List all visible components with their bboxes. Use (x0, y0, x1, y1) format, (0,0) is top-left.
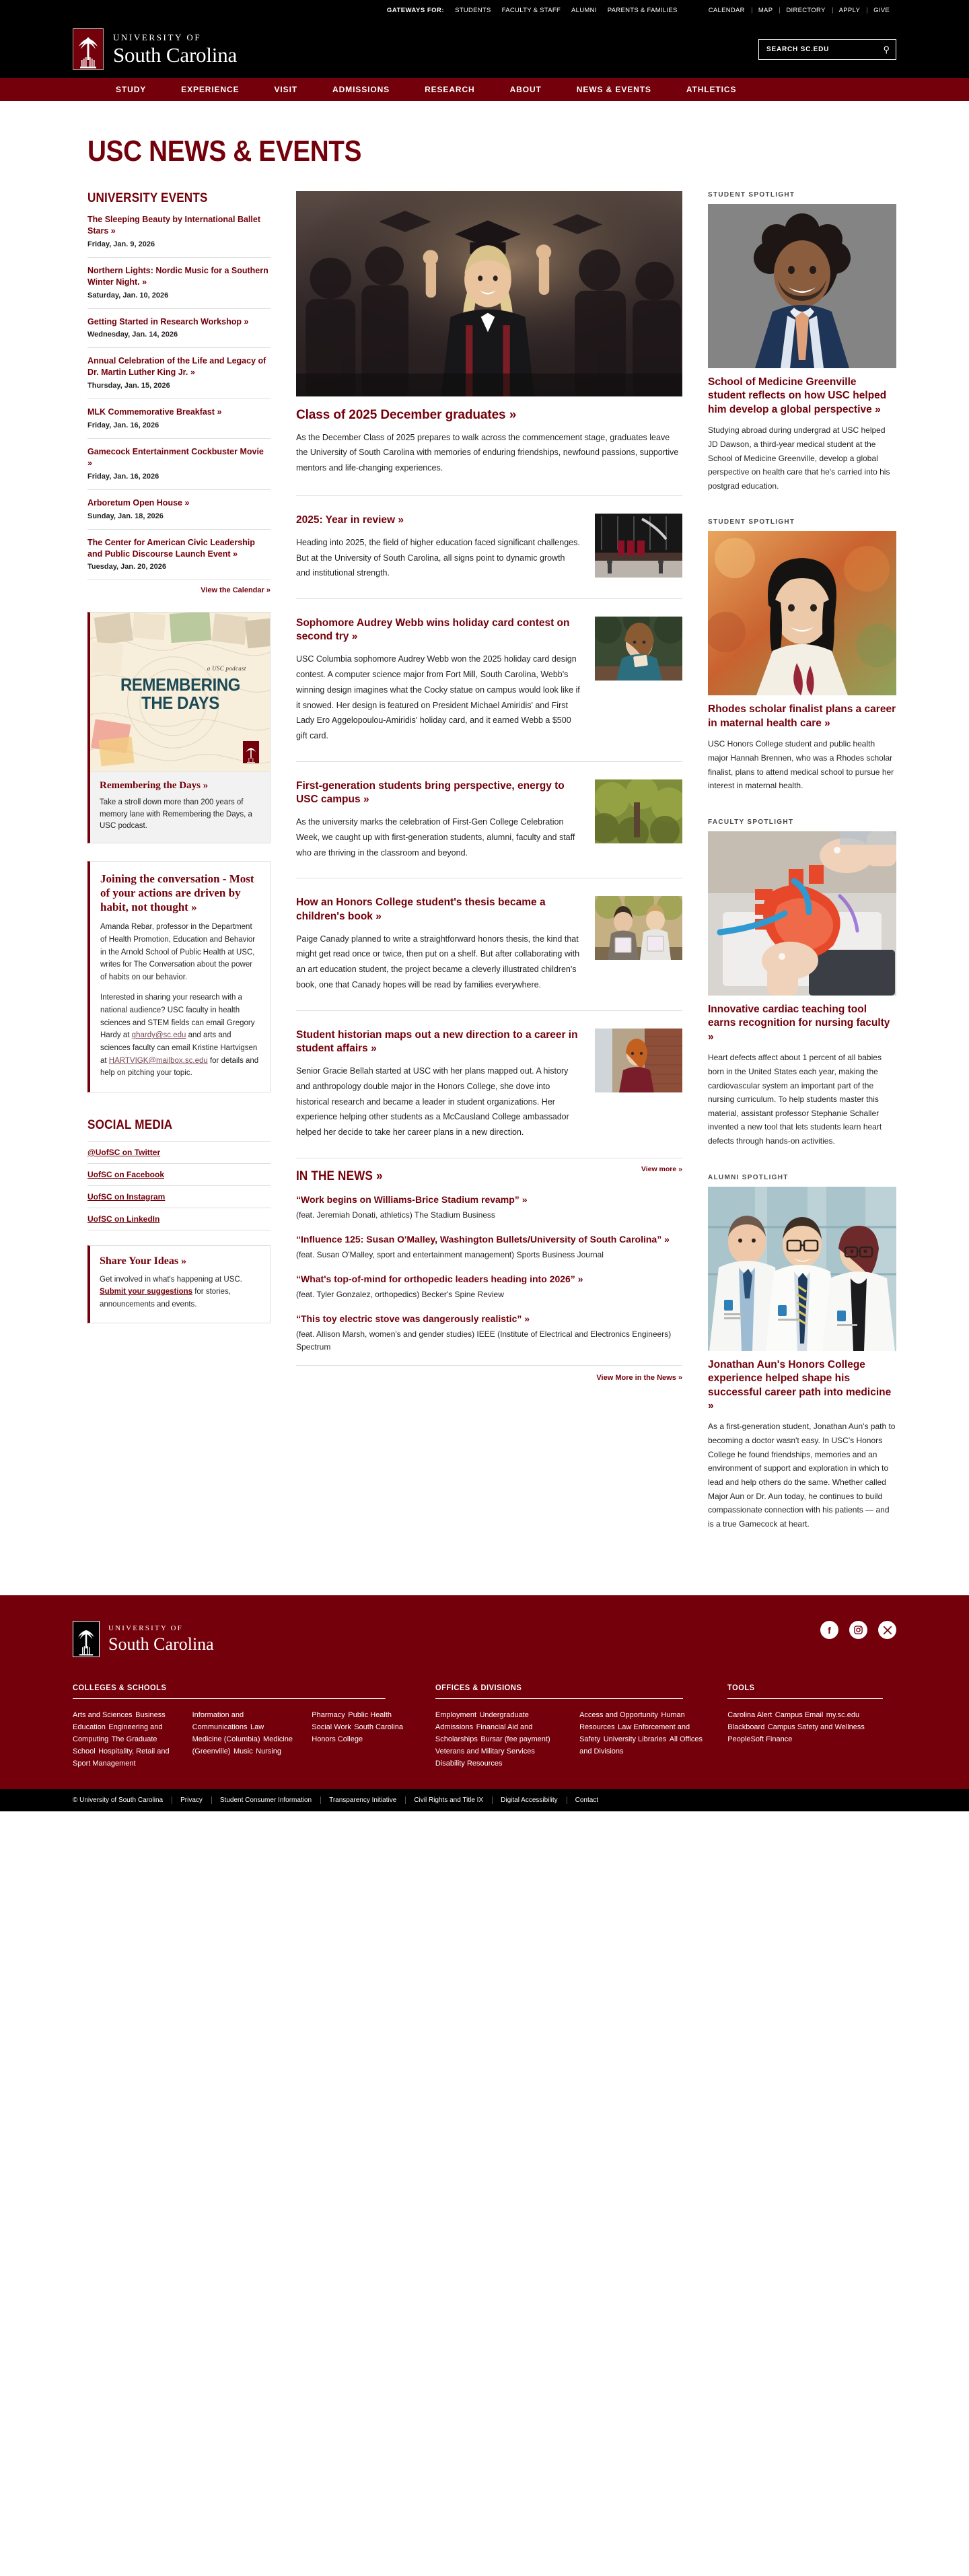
story-title: Student historian maps out a new direction to a career in student affairs (296, 1029, 578, 1054)
social-link-twitter-label[interactable]: @UofSC on Twitter (87, 1147, 161, 1157)
podcast-card[interactable] (87, 612, 271, 843)
nav-item-experience[interactable]: EXPERIENCE (181, 85, 240, 94)
content-grid (73, 191, 896, 1556)
news-item (296, 1273, 682, 1301)
event-item[interactable] (87, 214, 271, 258)
footer-legal-link-transparency[interactable]: Transparency Initiative (320, 1797, 405, 1804)
event-item[interactable] (87, 258, 271, 309)
chevron-right-icon: » (678, 1164, 682, 1173)
footer-link[interactable]: Business (135, 1711, 166, 1720)
footer-link[interactable]: Veterans and Military Services (435, 1747, 535, 1756)
hero-article-dek: As the December Class of 2025 prepares to walk across the commencement stage, graduates leave the University of South Carolina with memories of enduring friendships, newfound passions, supportive mentors and life-changing experiences. (296, 433, 679, 473)
conversation-paragraph-2 (100, 991, 260, 1079)
event-title: The Center for American Civic Leadership and Public Discourse Launch Event (87, 537, 255, 559)
footer-subcol (727, 1708, 896, 1745)
footer-link[interactable]: University Libraries (603, 1735, 667, 1744)
view-calendar-link[interactable] (87, 580, 271, 594)
facebook-icon[interactable]: f (820, 1621, 838, 1639)
share-your-ideas-card (87, 1245, 271, 1323)
footer-social-links (820, 1621, 896, 1639)
gateway-link-faculty-staff[interactable]: FACULTY & STAFF (501, 6, 561, 14)
site-search[interactable] (758, 39, 896, 60)
social-link-facebook-label[interactable]: UofSC on Facebook (87, 1169, 165, 1179)
nav-item-about[interactable]: ABOUT (509, 85, 542, 94)
chevron-right-icon: » (522, 1193, 528, 1205)
chevron-right-icon: » (664, 1233, 670, 1245)
chevron-right-icon: » (191, 900, 197, 913)
podcast-art-subtitle: a USC podcast (207, 665, 246, 672)
event-date: Friday, Jan. 9, 2026 (87, 240, 155, 248)
news-title: “This toy electric stove was dangerously realistic” (296, 1313, 522, 1324)
spotlight-text: Studying abroad during undergrad at USC helped JD Dawson, a third-year medical student at the School of Medicine Greenville, develop a global perspective on health care that he's carried into his postgrad education. (708, 425, 890, 491)
conversation-title: Joining the conversation - Most of your actions are driven by habit, not thought (100, 872, 254, 913)
conversation-p2-text-1: Interested in sharing your research with a national audience? USC faculty in health sciences and STEM fields can email Gregory Hardy at (100, 994, 255, 1040)
chevron-right-icon: » (244, 316, 249, 326)
story-body (296, 896, 580, 992)
footer-column-heading: TOOLS (727, 1683, 883, 1699)
social-link-twitter[interactable] (87, 1141, 271, 1164)
footer-legal-link-privacy[interactable]: Privacy (172, 1797, 211, 1804)
chevron-right-icon: » (203, 780, 209, 792)
footer-columns (73, 1683, 896, 1769)
chevron-right-icon: » (190, 368, 195, 378)
chevron-right-icon: » (351, 631, 358, 643)
footer-link[interactable]: Information and Communications (192, 1711, 248, 1732)
footer-link[interactable]: Engineering and Computing (73, 1723, 163, 1744)
event-title: The Sleeping Beauty by International Ballet Stars (87, 215, 260, 236)
chevron-right-icon: » (217, 407, 222, 417)
chevron-right-icon: » (87, 458, 92, 468)
email-link-hartvigk[interactable]: HARTVIGK@mailbox.sc.edu (108, 1056, 208, 1065)
in-the-news-heading: IN THE NEWS (296, 1169, 373, 1183)
spotlight-label: STUDENT SPOTLIGHT (708, 518, 795, 526)
footer-link[interactable]: Hospitality, Retail and Sport Management (73, 1747, 170, 1768)
footer-column-tools (727, 1683, 896, 1769)
footer-link[interactable]: Social Work (312, 1723, 351, 1732)
footer-link[interactable]: PeopleSoft Finance (727, 1735, 793, 1744)
footer-link[interactable]: Campus Email (775, 1711, 824, 1720)
nav-item-visit[interactable]: VISIT (274, 85, 298, 94)
chevron-right-icon: » (233, 549, 238, 559)
chevron-right-icon: » (577, 1273, 583, 1284)
story-thumbnail[interactable] (595, 1029, 682, 1092)
news-title: “Work begins on Williams-Brice Stadium revamp” (296, 1193, 519, 1205)
news-item (296, 1193, 682, 1222)
event-item[interactable] (87, 399, 271, 439)
footer-link[interactable]: Bursar (fee payment) (480, 1735, 550, 1744)
story-item (296, 1010, 682, 1158)
footer-link[interactable]: Law (250, 1723, 264, 1732)
site-logo[interactable] (73, 28, 237, 70)
view-calendar-label: View the Calendar (201, 586, 264, 595)
footer-link[interactable]: Access and Opportunity (579, 1711, 658, 1720)
story-item (296, 761, 682, 878)
event-title: MLK Commemorative Breakfast (87, 407, 215, 417)
nav-item-news-events[interactable]: NEWS & EVENTS (576, 85, 651, 94)
view-more-bottom-link[interactable] (296, 1365, 682, 1382)
footer-link[interactable]: Music (233, 1747, 253, 1756)
nav-item-research[interactable]: RESEARCH (425, 85, 475, 94)
footer-wordmark (108, 1624, 214, 1655)
event-date: Friday, Jan. 16, 2026 (87, 421, 159, 429)
podcast-title: Remembering the Days (100, 780, 201, 792)
event-title: Annual Celebration of the Life and Legacy of Dr. Martin Luther King Jr. (87, 356, 266, 378)
joining-conversation-card (87, 861, 271, 1092)
university-events-heading: UNIVERSITY EVENTS (87, 191, 208, 205)
utility-link-give[interactable]: GIVE (867, 7, 896, 14)
main-navigation (0, 78, 969, 101)
wordmark-top: UNIVERSITY OF (113, 32, 202, 42)
spotlight-card (708, 819, 896, 1148)
social-link-facebook[interactable] (87, 1164, 271, 1186)
gateway-link-students[interactable]: STUDENTS (455, 6, 491, 14)
footer-link[interactable]: Law Enforcement and Safety (579, 1723, 690, 1744)
page-title: USC NEWS & EVENTS (87, 135, 362, 168)
conversation-paragraph-1: Amanda Rebar, professor in the Department of Health Promotion, Education and Behavior in the Arnold School of Public Health at USC, writes for The Conversation about the power of habits on our behavior. (100, 923, 256, 981)
left-sidebar (87, 191, 271, 1323)
story-item (296, 598, 682, 761)
podcast-art-title-line1: REMEMBERING (120, 674, 240, 695)
story-text: Paige Canady planned to write a straightforward honors thesis, the kind that might get read once or twice, then put on a shelf. But after collaborating with an art education student, the project became a cleverly illustrated children's book, one that Canady hopes will be read by families everywhere. (296, 934, 580, 989)
spotlight-title: Rhodes scholar finalist plans a career in maternal health care (708, 703, 896, 729)
share-ideas-title: Share Your Ideas (100, 1255, 179, 1267)
footer-link[interactable]: Medicine (Columbia) (192, 1735, 260, 1744)
footer-wordmark-bottom: South Carolina (108, 1634, 214, 1654)
spotlight-text: Heart defects affect about 1 percent of all babies born in the United States each year, making the cardiovascular system an important part of the nursing curriculum. To help students master this material, assistant professor Stephanie Schaller invented a new tool that lets students learn heart defects through hands-on activities. (708, 1053, 882, 1146)
wordmark-bottom: South Carolina (113, 43, 238, 67)
event-date: Saturday, Jan. 10, 2026 (87, 291, 169, 300)
podcast-crest-icon (243, 741, 259, 763)
palmetto-tree-crest-icon (73, 28, 104, 70)
hero-title-label: Class of 2025 December graduates (296, 408, 506, 422)
instagram-icon[interactable] (849, 1621, 867, 1639)
event-title: Gamecock Entertainment Cockbuster Movie (87, 447, 264, 456)
spotlight-title: Innovative cardiac teaching tool earns recognition for nursing faculty (708, 1003, 890, 1029)
story-title: Sophomore Audrey Webb wins holiday card contest on second try (296, 617, 570, 643)
footer-subcol (579, 1708, 705, 1769)
news-item (296, 1233, 682, 1261)
story-body (296, 1029, 580, 1140)
chevron-right-icon: » (371, 1042, 377, 1054)
chevron-right-icon: » (375, 910, 382, 922)
gateway-link-alumni[interactable]: ALUMNI (571, 6, 597, 14)
footer-logo[interactable] (73, 1621, 214, 1657)
footer-link[interactable]: Education (73, 1723, 106, 1732)
view-more-top-label: View more (641, 1164, 677, 1173)
spotlight-image[interactable] (708, 1187, 896, 1351)
news-title: “What's top-of-mind for orthopedic leaders heading into 2026” (296, 1273, 575, 1284)
spotlight-card (708, 191, 896, 493)
social-media-section (87, 1118, 271, 1230)
footer-link[interactable]: Undergraduate Admissions (435, 1711, 529, 1732)
chevron-right-icon: » (509, 408, 517, 422)
spotlight-image[interactable] (708, 204, 896, 368)
social-link-linkedin-label[interactable]: UofSC on LinkedIn (87, 1214, 160, 1224)
footer-link[interactable]: Carolina Alert (727, 1711, 773, 1720)
footer-link[interactable]: Medicine (Greenville) (192, 1735, 293, 1756)
news-meta: (feat. Susan O'Malley, sport and entertainment management) Sports Business Journal (296, 1249, 604, 1259)
story-title: First-generation students bring perspective, energy to USC campus (296, 779, 565, 806)
page-container (0, 135, 969, 1556)
chevron-right-icon: » (363, 794, 369, 806)
utility-link-directory[interactable]: DIRECTORY (779, 7, 832, 14)
footer-link[interactable]: Nursing (256, 1747, 282, 1756)
chevron-right-icon: » (376, 1169, 383, 1183)
wordmark (113, 33, 237, 65)
footer-link[interactable]: South Carolina Honors College (312, 1723, 403, 1744)
main-content (296, 191, 682, 1382)
podcast-art-title-line2: THE DAYS (141, 693, 219, 713)
chevron-right-icon: » (708, 1031, 714, 1043)
share-ideas-text (100, 1274, 260, 1311)
footer-link[interactable]: Human Resources (579, 1711, 685, 1732)
hero-image[interactable] (296, 191, 682, 396)
nav-item-admissions[interactable]: ADMISSIONS (332, 85, 390, 94)
spotlight-card (708, 518, 896, 792)
copyright-text: © University of South Carolina (73, 1797, 164, 1805)
event-item[interactable] (87, 530, 271, 581)
story-thumbnail[interactable] (595, 896, 682, 960)
podcast-artwork (90, 613, 270, 772)
event-date: Thursday, Jan. 15, 2026 (87, 382, 170, 390)
story-thumbnail[interactable] (595, 514, 682, 578)
podcast-art-text (99, 665, 260, 712)
view-more-bottom-label: View More in the News (596, 1374, 676, 1383)
footer-wordmark-top: UNIVERSITY OF (108, 1624, 183, 1632)
event-date: Wednesday, Jan. 14, 2026 (87, 330, 178, 339)
event-item[interactable] (87, 439, 271, 490)
story-title: 2025: Year in review (296, 514, 396, 526)
footer-link[interactable]: Public Health (348, 1711, 392, 1720)
footer-link[interactable]: All Offices and Divisions (579, 1735, 703, 1756)
footer-legal-link-civil-rights[interactable]: Civil Rights and Title IX (405, 1797, 492, 1804)
event-item[interactable] (87, 348, 271, 399)
footer-column-colleges (73, 1683, 412, 1769)
footer-links-group (73, 1708, 412, 1769)
chevron-right-icon: » (181, 1255, 187, 1267)
utility-link-apply[interactable]: APPLY (832, 7, 867, 14)
footer-link[interactable]: my.sc.edu (826, 1711, 860, 1720)
podcast-text: Take a stroll down more than 200 years of memory lane with Remembering the Days, a USC podcast. (100, 798, 252, 830)
news-meta: (feat. Allison Marsh, women's and gender studies) IEEE (Institute of Electrical and Electronics Engineers) Spectrum (296, 1329, 672, 1352)
event-title: Getting Started in Research Workshop (87, 316, 242, 326)
search-input[interactable] (765, 45, 873, 54)
spotlight-title: Jonathan Aun's Honors College experience helped shape his successful career path into medicine (708, 1358, 892, 1398)
footer-link[interactable]: Pharmacy (312, 1711, 345, 1720)
chevron-right-icon: » (824, 717, 830, 729)
news-meta: (feat. Tyler Gonzalez, orthopedics) Becker's Spine Review (296, 1289, 504, 1299)
event-date: Tuesday, Jan. 20, 2026 (87, 563, 166, 571)
share-ideas-text-after: for stories, announcements and events. (100, 1288, 231, 1309)
utility-link-calendar[interactable]: CALENDAR (708, 6, 745, 14)
share-ideas-text-before: Get involved in what's happening at USC. (100, 1275, 242, 1284)
story-thumbnail[interactable] (595, 779, 682, 843)
social-link-instagram[interactable] (87, 1186, 271, 1208)
story-body (296, 514, 580, 581)
utility-bar (0, 0, 969, 20)
event-title: Northern Lights: Nordic Music for a Southern Winter Night. (87, 265, 268, 287)
chevron-right-icon: » (110, 225, 116, 236)
spotlight-title: School of Medicine Greenville student reflects on how USC helped him develop a global perspective (708, 376, 887, 415)
nav-item-study[interactable]: STUDY (116, 85, 147, 94)
chevron-right-icon: » (875, 403, 881, 415)
email-link-ghardy[interactable]: ghardy@sc.edu (131, 1031, 186, 1040)
gateway-link-parents-families[interactable]: PARENTS & FAMILIES (607, 6, 678, 14)
podcast-card-body (90, 772, 270, 843)
masthead (0, 20, 969, 78)
social-link-linkedin[interactable] (87, 1208, 271, 1230)
spotlight-label: FACULTY SPOTLIGHT (708, 818, 794, 826)
news-item (296, 1313, 682, 1354)
footer-legal-link-student-consumer-info[interactable]: Student Consumer Information (211, 1797, 320, 1804)
chevron-right-icon: » (708, 1399, 714, 1412)
footer-legal-link-digital-accessibility[interactable]: Digital Accessibility (492, 1797, 566, 1804)
footer-link[interactable]: The Graduate School (73, 1735, 157, 1756)
story-body (296, 779, 580, 861)
chevron-right-icon: » (678, 1374, 682, 1383)
footer-link[interactable]: Arts and Sciences (73, 1711, 133, 1720)
spotlight-image[interactable] (708, 531, 896, 695)
news-title: “Influence 125: Susan O'Malley, Washington Bullets/University of South Carolina” (296, 1233, 662, 1245)
footer-subcol (312, 1708, 412, 1769)
spotlight-label: ALUMNI SPOTLIGHT (708, 1173, 789, 1181)
utility-link-map[interactable]: MAP (752, 7, 780, 14)
search-icon[interactable]: ⚲ (883, 44, 890, 55)
footer-column-heading: OFFICES & DIVISIONS (435, 1683, 683, 1699)
chevron-right-icon: » (184, 497, 190, 508)
footer-column-heading: COLLEGES & SCHOOLS (73, 1683, 385, 1699)
story-item (296, 495, 682, 598)
footer-link[interactable]: Disability Resources (435, 1760, 503, 1768)
story-title: How an Honors College student's thesis became a children's book (296, 897, 546, 922)
chevron-right-icon: » (398, 514, 404, 526)
story-text: Senior Gracie Bellah started at USC with her plans mapped out. A history and anthropology double major in the Honors College, she dove into historical research and became a leader in student organizations. Her experience helping other students as a McCausland College ambassador helped her decide to take her career plans in a new direction. (296, 1066, 569, 1138)
spotlight-text: As a first-generation student, Jonathan Aun's path to becoming a doctor wasn't easy. In USC's Honors College he found friendships, memories and an environment of support and exploration in which to lead and help others do the same. Whether called Major Aun or Dr. Aun today, he continues to build compassionate connection with his patients — and is a true Gamecock at heart. (708, 1422, 896, 1529)
footer-subcol (435, 1708, 561, 1769)
footer-legal-bar (0, 1789, 969, 1811)
event-date: Sunday, Jan. 18, 2026 (87, 512, 164, 520)
story-text: As the university marks the celebration of First-Gen College Celebration Week, we caught up with first-generation students, alumni, faculty and staff who are thriving in the classroom and beyond. (296, 817, 575, 858)
nav-item-athletics[interactable]: ATHLETICS (686, 85, 737, 94)
event-date: Friday, Jan. 16, 2026 (87, 472, 159, 481)
chevron-right-icon: » (266, 586, 271, 595)
in-the-news-section (296, 1158, 682, 1383)
footer-link[interactable]: Campus Safety and Wellness (767, 1723, 865, 1732)
story-item (296, 878, 682, 1010)
footer-link[interactable]: Employment (435, 1711, 477, 1720)
x-twitter-icon[interactable] (878, 1621, 896, 1639)
footer-links-group (435, 1708, 705, 1769)
submit-suggestions-link[interactable]: Submit your suggestions (100, 1288, 193, 1296)
right-sidebar (708, 191, 896, 1556)
palmetto-tree-crest-icon (73, 1621, 100, 1657)
social-media-heading: SOCIAL MEDIA (87, 1117, 173, 1132)
footer-subcol (192, 1708, 293, 1769)
site-footer (0, 1595, 969, 1789)
conversation-p2-text-3: for details and help on pitching your topic. (100, 1056, 259, 1078)
spotlight-text: USC Honors College student and public health major Hannah Brennen, who was a Rhodes scholar finalist, plans to attend medical school to pursue her interest in maternal health. (708, 739, 894, 791)
story-text: Heading into 2025, the field of higher education faced significant challenges. But at the University of South Carolina, all signs point to dynamic growth and institutional strength. (296, 537, 580, 578)
spotlight-card (708, 1174, 896, 1531)
gateways-label: GATEWAYS FOR: (386, 6, 445, 14)
news-meta: (feat. Jeremiah Donati, athletics) The Stadium Business (296, 1210, 495, 1220)
spotlight-image[interactable] (708, 831, 896, 996)
story-thumbnail[interactable] (595, 617, 682, 681)
footer-column-offices (435, 1683, 705, 1769)
footer-top (73, 1621, 896, 1657)
footer-links-group (727, 1708, 896, 1745)
footer-legal-link-contact[interactable]: Contact (567, 1797, 607, 1804)
chevron-right-icon: » (142, 277, 147, 287)
hero-article-title[interactable] (296, 408, 682, 423)
event-item[interactable] (87, 490, 271, 530)
chevron-right-icon: » (524, 1313, 530, 1324)
story-text: USC Columbia sophomore Audrey Webb won the 2025 holiday card design contest. A computer science major from Fort Mill, South Carolina, Webb's winning design imagines what the Cocky statue on campus would look like if it snowed. Her design is featured on President Michael Amiridis' and First Lady Ero Aggelopoulou-Amiridis' holiday card, and it earned Webb a $500 gift card. (296, 654, 580, 741)
story-body (296, 617, 580, 744)
event-title: Arboretum Open House (87, 497, 182, 508)
spotlight-label: STUDENT SPOTLIGHT (708, 191, 795, 199)
event-item[interactable] (87, 309, 271, 349)
view-more-top-link[interactable] (641, 1165, 682, 1173)
footer-link[interactable]: Financial Aid and Scholarships (435, 1723, 533, 1744)
footer-subcol (73, 1708, 174, 1769)
footer-link[interactable]: Blackboard (727, 1723, 765, 1732)
conversation-p2-text-2: and arts and sciences faculty can email Kristine Hartvigsen at (100, 1031, 258, 1065)
social-link-instagram-label[interactable]: UofSC on Instagram (87, 1191, 166, 1202)
